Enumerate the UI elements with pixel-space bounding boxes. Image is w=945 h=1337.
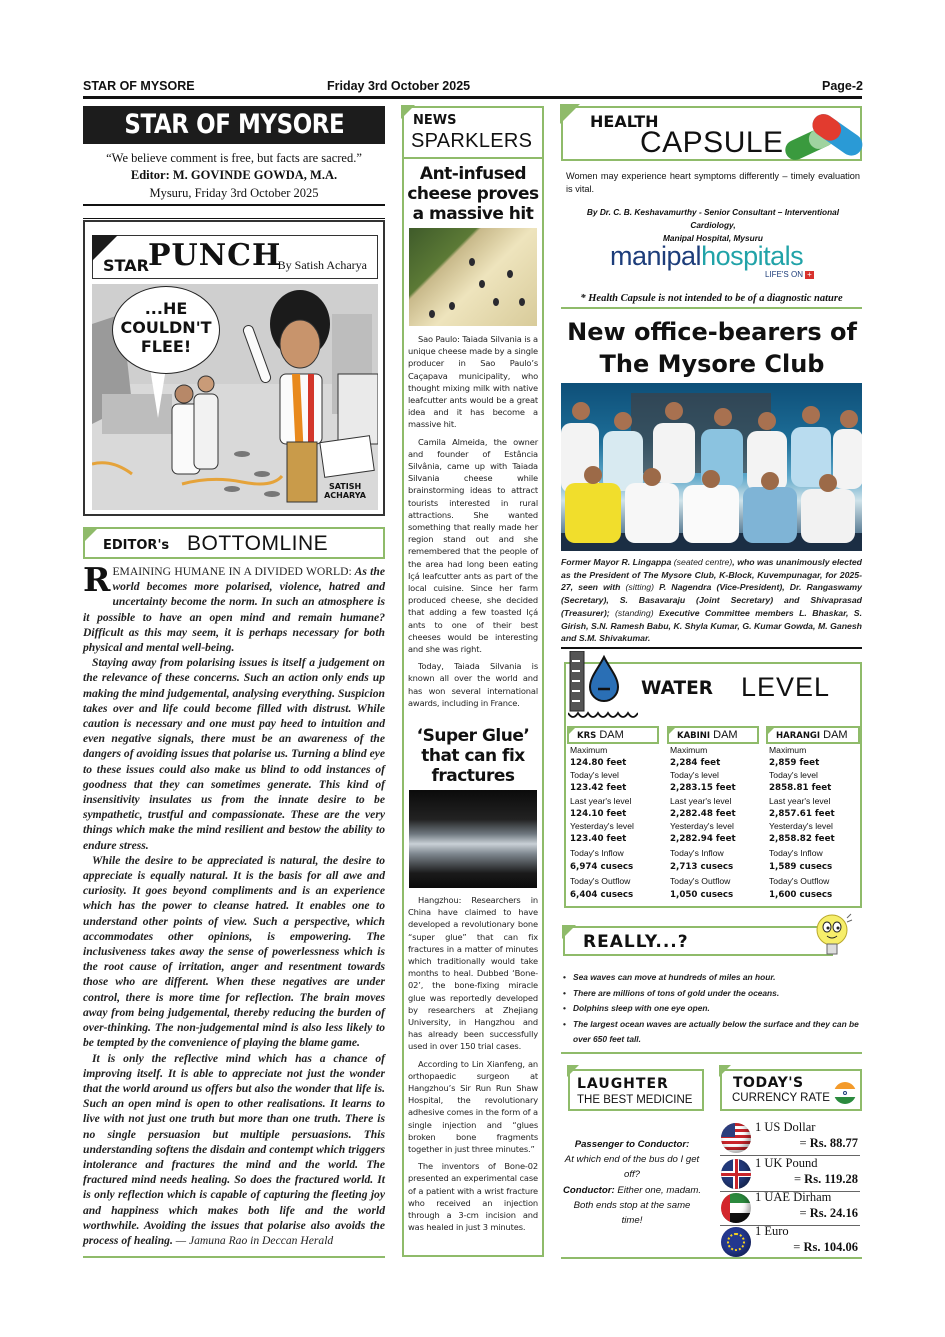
cheese-ant-icon: [493, 298, 499, 306]
currency-value: [793, 1240, 858, 1255]
fact-item: • The largest ocean waves are actually below the surface and they can be over 650 feet tall.: [563, 1017, 863, 1048]
dam-label: Today's level: [769, 770, 818, 781]
cheese-ant-icon: [519, 298, 525, 306]
logo-text: hospitals: [701, 241, 804, 271]
cartoon-section-header: [92, 235, 378, 279]
logo-text: manipal: [610, 241, 702, 271]
corner-flag-icon: [567, 726, 577, 736]
currency-unit: 1 UK Pound: [755, 1156, 818, 1170]
dam-header: [766, 726, 860, 744]
dam-header: [567, 726, 659, 744]
editorial-credit: — Jamuna Rao in Deccan Herald: [172, 1233, 334, 1247]
divider: [83, 1256, 385, 1258]
xray-photo: [409, 790, 537, 888]
speech-line: FLEE!: [140, 337, 192, 356]
joke-line: Either one, madam. Both ends stop at the same time!: [573, 1184, 702, 1227]
eu-flag-icon: [721, 1227, 751, 1257]
editorial-paragraph: Staying away from polarising issues is itself a judgement on the relevance of these concerns. Such an action only ends up making the mind judgemental, analysing everything. Suspicion takes over and life could become filled with distrust. While caution is necessary and one must pay heed to intuition and even negative signals, there must be an awareness of the dangers of avoiding issues that polarise us. Turning a blind eye to these issues could also make us blind to odd instances of goodness that they can sometimes generate. This kind of insensitivity insulates us from the innate desire to be sympathetic, trustful and compassionate. These are the very things which make the mind resilient and bestow the ability to endure stress.: [83, 656, 386, 852]
dam-label: Yesterday's level: [670, 821, 734, 832]
signature-line: SATISH: [328, 482, 362, 491]
capsule-pill-icon: [778, 110, 868, 162]
equals-sign: =: [799, 1136, 810, 1150]
story-paragraph: According to Lin Xianfeng, an orthopaedic surgeon at Hangzhou’s Sir Run Run Shaw Hospital, the revolutionary adhesive comes in the form of a single injection and “glues broken bone fragments together in just three minutes.”: [408, 1058, 538, 1155]
corner-flag-icon: [562, 925, 576, 939]
dam-value: 2,282.94 feet: [670, 833, 736, 844]
dam-suffix: DAM: [823, 729, 848, 741]
divider: [83, 218, 385, 219]
joke: [562, 1137, 702, 1228]
editorial-paragraph: [83, 1051, 385, 1249]
divider: [83, 204, 385, 206]
dam-value: 6,404 cusecs: [570, 889, 634, 900]
currency-row: [720, 1120, 860, 1156]
dam-value: 2,283.15 feet: [670, 783, 736, 794]
really-title: REALLY...?: [583, 932, 689, 952]
cartoon-illustration: [92, 284, 378, 510]
editorial-body: [83, 560, 386, 1248]
dam-label: Last year's level: [769, 795, 831, 806]
speech-bubble: [112, 286, 220, 374]
dam-value: 1,589 cusecs: [769, 861, 833, 872]
dam-suffix: DAM: [599, 729, 624, 741]
joke-line: At which end of the bus do I get off?: [564, 1154, 700, 1181]
currency-value: [794, 1172, 858, 1187]
currency-value: [800, 1136, 858, 1151]
dam-value: 1,050 cusecs: [670, 889, 734, 900]
club-photo-caption: [561, 556, 862, 645]
dam-label: Today's Inflow: [570, 847, 624, 858]
byline-line: Manipal Hospital, Mysuru: [662, 233, 764, 243]
caption-text: P. Nagendra (Vice-President), Dr. Rangaswamy (Secretary), S. Basavaraju (Joint Secretary) and Shivaprasad (Treasurer);: [561, 582, 862, 618]
fact-item: • Sea waves can move at hundreds of miles an hour.: [563, 970, 863, 986]
dam-value: 124.80 feet: [570, 757, 627, 768]
dam-label: Last year's level: [570, 795, 632, 806]
byline-line: By Dr. C. B. Keshavamurthy - Senior Consultant – Interventional Cardiology,: [586, 207, 840, 230]
health-tip: Women may experience heart symptoms differently – timely evaluation is vital.: [566, 171, 860, 194]
dam-value: 123.42 feet: [570, 783, 627, 794]
dam-label: Today's Outflow: [570, 875, 631, 886]
currency-title: TODAY'S: [733, 1075, 804, 1091]
story-paragraph: Sao Paulo: Taiada Silvania is a unique cheese made by a single producer in Sao Paulo’s Caçapava municipality, who thought mixing milk with native leafcutter ants would be a great idea and it has become a massive hit.: [408, 334, 538, 430]
water-gauge-icon: [568, 651, 638, 721]
currency-row: [720, 1156, 860, 1192]
fact-item: • Dolphins sleep with one eye open.: [563, 1001, 863, 1017]
caption-text: Executive Committee members L. Bhaskar, S. Girish, S.N. Ramesh Babu, K. Shyla Kumar, G. Kumar Gowda, M. Ganesh and S.M. Shivakumar.: [561, 607, 862, 644]
story-paragraph: The inventors of Bone-02 presented an experimental case of a patient with a wrist fracture who received an injection through a 3-cm incision and was healed in just 3 minutes.: [408, 1161, 538, 1233]
cheese-ant-icon: [469, 258, 475, 266]
dam-label: Yesterday's level: [570, 821, 634, 832]
corner-flag-icon: [83, 527, 99, 543]
equals-sign: =: [793, 1240, 804, 1254]
dateline: Mysuru, Friday 3rd October 2025: [149, 186, 319, 200]
dam-label: Maximum: [769, 745, 807, 755]
equals-sign: =: [799, 1206, 810, 1220]
editorial-lede: EMAINING HUMANE IN A DIVIDED WORLD:: [112, 565, 352, 578]
currency-unit: 1 UAE Dirham: [755, 1190, 832, 1204]
us-flag-icon: [721, 1123, 751, 1153]
dam-label: Today's level: [670, 770, 719, 781]
caption-note: (sitting): [625, 582, 655, 593]
story-paragraph: Camila Almeida, the owner and founder of Estância Silvânia, came up with Taiada Silvania cheese while brainstorming ideas to attract tourists interested in rural attractions. She wanted something that really made her region stand out and she remembered that the people of the area had long been eating Içá leafcutter ants as part of the local cuisine. Since her farm produced cheese, she decided that adding a few toasted Içá ants to one of their best cheeses would be interesting and she was right.: [408, 436, 538, 655]
dam-header: [667, 726, 759, 744]
dam-value: 2,284 feet: [670, 757, 721, 768]
dam-value: 2,859 feet: [769, 757, 820, 768]
dam-suffix: DAM: [713, 729, 738, 741]
cheese-ant-icon: [429, 310, 435, 318]
dam-krs: [567, 726, 659, 902]
currency-row: [720, 1190, 860, 1226]
rate-amount: Rs. 88.77: [809, 1136, 858, 1150]
logo-tagline: [765, 270, 814, 279]
group-photo-icon: [561, 383, 862, 551]
joke-speaker: Passenger to Conductor:: [574, 1139, 690, 1150]
corner-flag-icon: [560, 104, 580, 124]
section-label-light: BOTTOMLINE: [187, 532, 329, 555]
dam-value: 6,974 cusecs: [570, 861, 634, 872]
caption-note: (standing): [614, 607, 654, 618]
dam-label: Today's level: [570, 770, 619, 781]
star-punch-cartoon: [83, 220, 385, 516]
story-headline: ‘Super Glue’ that can fix fractures: [416, 726, 530, 786]
fact-item: • There are millions of tons of gold under the oceans.: [563, 986, 863, 1002]
currency-value: [800, 1206, 858, 1221]
section-label-light: CAPSULE: [640, 126, 784, 159]
section-label-bold: HEALTH: [590, 112, 659, 131]
masthead: [83, 106, 385, 144]
health-byline: [566, 206, 860, 245]
header-rule: [83, 96, 862, 99]
signature-line: ACHARYA: [324, 491, 366, 500]
dam-kabini: [667, 726, 759, 902]
club-headline: [558, 316, 866, 380]
dam-value: 1,600 cusecs: [769, 889, 833, 900]
motto: “We believe comment is free, but facts are sacred.”: [106, 151, 362, 165]
caption-note: (seated centre): [673, 557, 733, 567]
dam-name: KABINI: [677, 731, 711, 741]
uk-flag-icon: [721, 1159, 751, 1189]
plus-icon: +: [805, 271, 814, 279]
story-paragraph: Today, Taiada Silvania is known all over the world and has won several international awards, including in France.: [408, 661, 538, 708]
cheese-ant-icon: [449, 302, 455, 310]
headline-line: The Mysore Club: [599, 350, 825, 378]
currency-subtitle: CURRENCY RATE: [732, 1092, 830, 1104]
masthead-title: STAR OF MYSORE: [124, 109, 344, 140]
story-headline: Ant-infused cheese proves a massive hit: [407, 164, 539, 224]
india-flag-icon: [834, 1082, 856, 1104]
speech-bubble-tail: [150, 368, 166, 418]
editorial-paragraph: While the desire to be appreciated is natural, the desire to appreciate is equally natural. It is the basis for all awe and curiosity. It goes beyond compliments and is an experience which has the power to cleanse hatred. It enables one to understand other points of view. Such a perspective, which accommodates other opinions, is empowering. The inclusiveness takes away the sense of powerlessness which is the root cause of irritation, anger and resentment towards those who are different. When these negatives are under control, there is more time for reflection. The brain moves away from being judgemental, thereby reducing the burden of over-thinking. The non-judgemental mind is also less likely to be tempted by the convenience of playing the blame game.: [83, 853, 385, 1050]
section-label-bold: NEWS: [413, 113, 457, 128]
divider: [561, 307, 862, 309]
header-publication-name: STAR OF MYSORE: [83, 79, 195, 93]
caption-text: , who was unanimously elected as the President of The Mysore Club, K-Block, Kuvempunagar, for 2025-27, seen with: [561, 557, 862, 593]
laughter-subtitle: THE BEST MEDICINE: [577, 1094, 693, 1106]
drop-cap: R: [83, 560, 111, 599]
joke-speaker: Conductor:: [562, 1184, 615, 1196]
section-label-star: STAR: [103, 256, 149, 275]
story-body: [408, 333, 538, 714]
currency-row: [720, 1224, 860, 1260]
divider: [561, 1052, 862, 1054]
header-date: Friday 3rd October 2025: [327, 79, 471, 93]
headline-line: New office-bearers of: [567, 318, 857, 346]
cartoonist-signature: [324, 482, 366, 500]
editorial-text: As the world becomes more polarised, violence, hatred and uncertainty become the norm. In such an atmosphere is it possible to have an open mind and remain humane? Difficult as this may seem, it is perhaps necessary for both physical and mental well-being.: [83, 565, 385, 655]
rate-amount: Rs. 24.16: [809, 1206, 858, 1220]
cheese-photo: [409, 228, 537, 326]
lightbulb-mascot-icon: [814, 912, 854, 962]
editorial-text: It is only the reflective mind which has a chance of improving itself. It is able to appreciate not just the wonder that the world around us offers but also the wonder that life is. Such an open mind is open to other realisations. It learns to live with not just one truth but more than one truth. There is no single persuasion but multiple persuasions. This understanding softens the disdain and contempt which triggers intolerance and fractures the mind and the world. The fractured mind needs healing. So does the fractured world. It is only reflection which is capable of capturing the fleeting joy and happiness which makes both life and the world worthwhile. Avoiding the issues that polarise also avoids the process of healing.: [83, 1051, 385, 1247]
rate-amount: Rs. 104.06: [803, 1240, 858, 1254]
divider: [561, 1257, 862, 1259]
cheese-ant-icon: [479, 280, 485, 288]
section-label-light: SPARKLERS: [411, 130, 533, 152]
corner-flag-icon: [766, 726, 776, 736]
dam-label: Maximum: [570, 745, 608, 755]
manipal-hospitals-logo: [610, 241, 803, 272]
rate-amount: Rs. 119.28: [804, 1172, 858, 1186]
speech-line: COULDN'T: [120, 318, 212, 337]
divider: [561, 647, 862, 649]
header-page-number: Page-2: [822, 79, 863, 93]
section-label-punch: PUNCH: [148, 238, 282, 273]
cheese-ant-icon: [507, 270, 513, 278]
editorial-section-header: [83, 527, 385, 559]
corner-flag-icon: [719, 1065, 731, 1077]
facts-list: [563, 970, 863, 1048]
dam-value: 2,713 cusecs: [670, 861, 734, 872]
story-paragraph: Hangzhou: Researchers in China have claimed to have developed a revolutionary bone “super glue” that can fix fractures in a matter of minutes which traditionally would take months to heal. Dubbed ‘Bone-02’, the bone-fixing miracle glue was reportedly developed by researchers at Zhejiang University, in Hangzhou and has already been successfully used in over 150 trial cases.: [408, 895, 538, 1052]
dam-value: 2,857.61 feet: [769, 808, 835, 819]
dam-harangi: [766, 726, 860, 902]
divider: [402, 157, 544, 159]
caption-text: Former Mayor R. Lingappa: [561, 557, 674, 567]
section-label-light: LEVEL: [741, 672, 831, 702]
dam-label: Last year's level: [670, 795, 732, 806]
dam-value: 2858.81 feet: [769, 783, 832, 794]
dam-label: Yesterday's level: [769, 821, 833, 832]
currency-unit: 1 US Dollar: [755, 1120, 816, 1134]
dam-label: Today's Inflow: [670, 847, 724, 858]
corner-flag-icon: [667, 726, 677, 736]
dam-value: 2,858.82 feet: [769, 833, 835, 844]
dam-value: 123.40 feet: [570, 833, 627, 844]
dam-value: 124.10 feet: [570, 808, 627, 819]
section-label-bold: WATER: [641, 678, 713, 699]
dam-label: Maximum: [670, 745, 708, 755]
dam-label: Today's Inflow: [769, 847, 823, 858]
dam-label: Today's Outflow: [670, 875, 731, 886]
dam-label: Today's Outflow: [769, 875, 830, 886]
editor-line: Editor: M. GOVINDE GOWDA, M.A.: [130, 168, 338, 182]
tagline-text: LIFE'S ON: [765, 270, 803, 279]
laughter-title: LAUGHTER: [577, 1076, 669, 1092]
health-disclaimer: * Health Capsule is not intended to be of a diagnostic nature: [580, 293, 843, 304]
uae-flag-icon: [721, 1193, 751, 1223]
cartoon-byline: By Satish Acharya: [277, 258, 367, 272]
equals-sign: =: [793, 1172, 805, 1186]
dam-value: 2,282.48 feet: [670, 808, 736, 819]
club-group-photo: [561, 383, 862, 551]
speech-line: ...HE: [144, 299, 188, 318]
story-body: [408, 894, 538, 1238]
dam-name: HARANGI: [776, 731, 821, 741]
editorial-paragraph: [83, 560, 385, 655]
dam-name: KRS: [577, 731, 597, 741]
currency-unit: 1 Euro: [755, 1224, 789, 1238]
section-label-bold: EDITOR's: [103, 538, 170, 553]
